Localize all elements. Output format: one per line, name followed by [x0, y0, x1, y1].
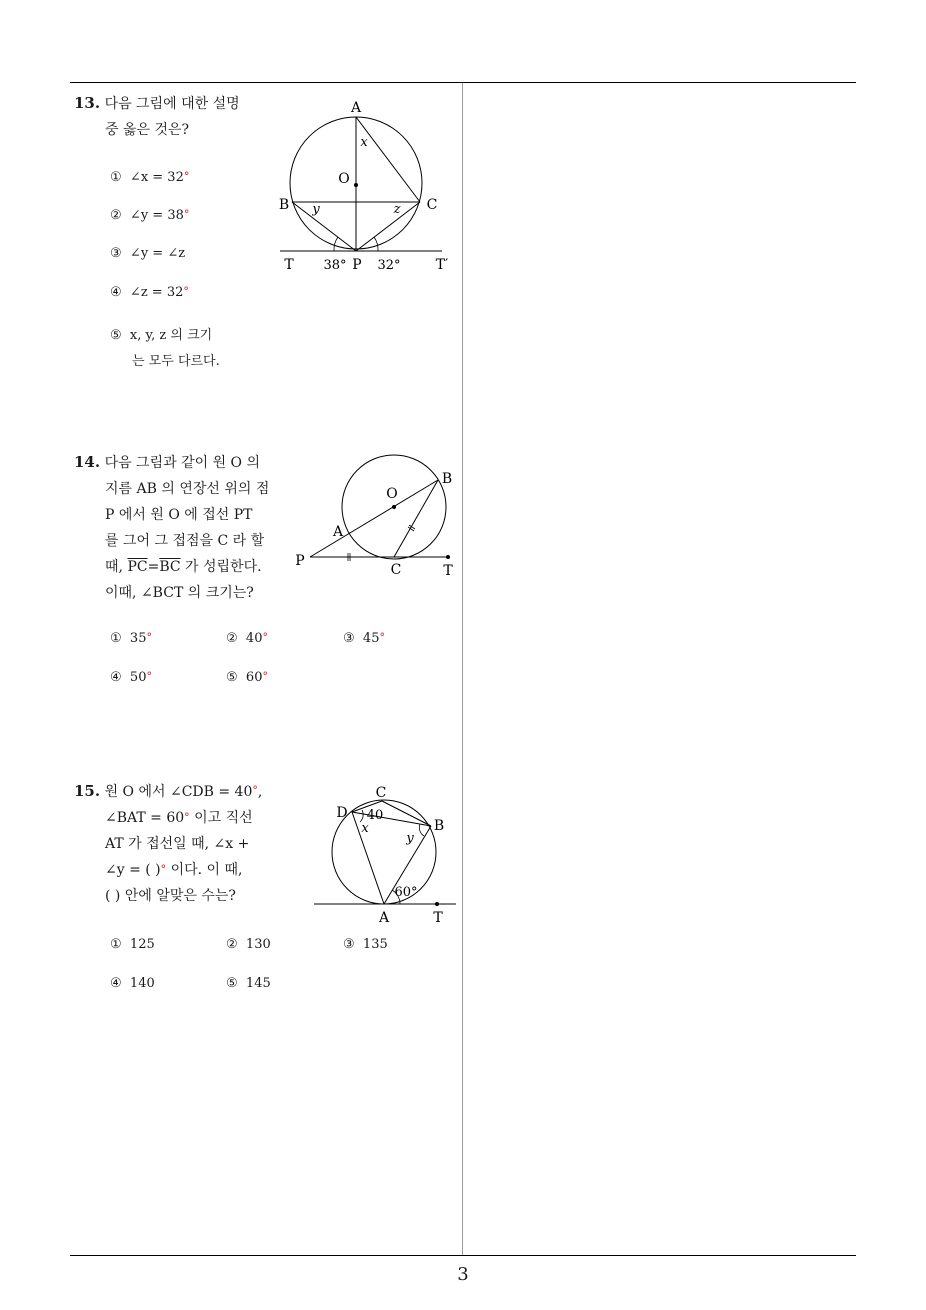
label-a: A [332, 524, 344, 540]
circle-tangent-figure-13 [272, 95, 462, 280]
answer-option-3[interactable] [343, 937, 388, 952]
stem-text: ∠BAT = 60 [105, 810, 185, 826]
label-t: T [433, 910, 443, 926]
option-mark: ① [110, 631, 122, 646]
label-p: P [295, 553, 305, 569]
option-mark: ③ [110, 246, 122, 261]
option-mark: ② [226, 937, 238, 952]
angle-arc [334, 237, 338, 251]
option-text: 35 [129, 631, 147, 646]
label-z: z [393, 202, 401, 217]
stem-text: ∠y = ( ) [105, 862, 161, 878]
circle-tangent-figure-15 [308, 782, 460, 930]
option-text: ∠y = ∠z [129, 246, 186, 261]
chord-ac [356, 117, 420, 202]
option-text: 45 [362, 631, 380, 646]
option-text: 는 모두 다르다. [132, 354, 220, 369]
question-15-stem [74, 778, 300, 909]
stem-line: AT 가 접선일 때, ∠x + [105, 836, 250, 852]
degree-sign: ° [183, 170, 190, 183]
label-b: B [433, 818, 445, 834]
degree-sign: ° [183, 285, 189, 298]
option-text: x, y, z 의 크기 [129, 328, 213, 343]
stem-text: 이고 직선 [189, 810, 253, 826]
option-text: 125 [129, 937, 155, 952]
option-mark: ① [110, 170, 122, 185]
label-a: A [350, 100, 362, 116]
label-y: y [312, 202, 320, 217]
option-mark: ⑤ [226, 670, 238, 685]
option-text: 50 [129, 670, 147, 685]
stem-line [74, 554, 280, 580]
label-x: x [360, 135, 368, 150]
stem-line: 중 옳은 것은? [105, 122, 190, 138]
stem-line: 이때, ∠BCT 의 크기는? [105, 585, 254, 601]
option-mark: ⑤ [110, 328, 122, 343]
degree-sign: ° [262, 670, 268, 683]
center-point [392, 505, 396, 509]
stem-line: 를 그어 그 접점을 C 라 할 [105, 533, 265, 549]
page-number: 3 [457, 1264, 469, 1285]
option-text: 60 [245, 670, 263, 685]
chord-cp [356, 202, 420, 251]
degree-sign: ° [146, 631, 152, 644]
point-t [435, 902, 439, 906]
circle-tangent-figure-14 [290, 452, 460, 582]
label-t-prime: T′ [435, 257, 449, 273]
stem-text: 원 O 에서 ∠CDB = 40 [104, 784, 253, 800]
column-divider [462, 83, 463, 1255]
stem-line: 다음 그림과 같이 원 O 의 [104, 455, 261, 471]
label-angle-60: 60° [394, 885, 418, 900]
option-text: 135 [362, 937, 388, 952]
option-mark: ④ [110, 976, 122, 991]
stem-text: 이다. 이 때, [166, 862, 243, 878]
segment-pc: $\overline{PC}$ [127, 559, 148, 575]
answer-option-1[interactable] [110, 170, 189, 185]
stem-line: 다음 그림에 대한 설명 [104, 96, 240, 112]
equals-sign: = [147, 559, 160, 575]
chord-bc [394, 480, 438, 557]
top-rule [70, 82, 856, 83]
option-text: 40 [245, 631, 263, 646]
stem-line: 지름 AB 의 연장선 위의 점 [105, 481, 270, 497]
answer-option-1[interactable] [110, 937, 155, 952]
label-y: y [406, 831, 414, 846]
answer-option-5[interactable] [110, 323, 220, 375]
option-mark: ④ [110, 285, 122, 300]
label-d: D [336, 805, 348, 821]
option-text: 140 [129, 976, 155, 991]
label-t: T [443, 563, 453, 579]
bottom-rule [70, 1255, 856, 1256]
option-mark: ④ [110, 670, 122, 685]
stem-line: ( ) 안에 알맞은 수는? [105, 888, 236, 904]
label-c: C [426, 197, 438, 213]
label-c: C [375, 785, 387, 801]
stem-line [74, 805, 300, 831]
option-text: 130 [245, 937, 271, 952]
option-text: ∠x = 32 [129, 170, 184, 185]
option-mark: ③ [343, 937, 355, 952]
option-mark: ② [226, 631, 238, 646]
secant-pab [310, 480, 438, 557]
angle-arc [374, 237, 378, 251]
label-p: P [352, 257, 362, 273]
label-c: C [390, 562, 402, 578]
degree-sign: ° [160, 863, 167, 876]
question-number: 15. [74, 782, 101, 800]
degree-sign: ° [146, 670, 152, 683]
stem-line [74, 857, 300, 883]
answer-option-5[interactable] [226, 976, 271, 991]
answer-option-2[interactable] [226, 937, 271, 952]
question-14-stem [74, 449, 280, 606]
stem-text: 가 성립한다. [180, 559, 262, 575]
degree-sign: ° [262, 631, 268, 644]
answer-option-3[interactable] [110, 246, 185, 261]
degree-sign: ° [379, 631, 385, 644]
answer-option-1[interactable] [110, 631, 152, 646]
option-text: 145 [245, 976, 271, 991]
stem-text: 때, [105, 559, 123, 575]
answer-option-5[interactable] [226, 670, 268, 685]
answer-option-3[interactable] [343, 631, 385, 646]
stem-line: P 에서 원 O 에 접선 PT [105, 507, 253, 523]
option-text: ∠z = 32 [129, 285, 184, 300]
label-x: x [361, 821, 369, 836]
center-point [354, 183, 358, 187]
question-number: 14. [74, 453, 101, 471]
answer-option-4[interactable] [110, 976, 155, 991]
option-text: ∠y = 38 [129, 208, 184, 223]
label-b: B [441, 471, 453, 487]
stem-text: , [257, 784, 263, 800]
option-mark: ① [110, 937, 122, 952]
degree-sign: ° [252, 784, 258, 797]
label-a: A [378, 910, 390, 926]
chord-bp [292, 202, 356, 251]
label-o: O [386, 486, 398, 502]
segment-bc: $\overline{BC}$ [159, 559, 181, 575]
point-t [446, 555, 450, 559]
question-13-stem [74, 90, 240, 143]
degree-sign: ° [183, 208, 190, 221]
label-angle-32: 32° [377, 258, 401, 273]
angle-arc [419, 824, 424, 836]
label-o: O [338, 171, 350, 187]
label-t: T [284, 257, 294, 273]
label-angle-40: 40 [366, 808, 384, 823]
answer-option-2[interactable] [110, 208, 189, 223]
label-b: B [278, 197, 290, 213]
option-mark: ③ [343, 631, 355, 646]
option-mark: ② [110, 208, 122, 223]
option-mark: ⑤ [226, 976, 238, 991]
label-angle-38: 38° [323, 258, 347, 273]
answer-option-4[interactable] [110, 670, 152, 685]
degree-sign: ° [184, 811, 190, 824]
answer-option-2[interactable] [226, 631, 268, 646]
question-number: 13. [74, 94, 101, 112]
answer-option-4[interactable] [110, 285, 189, 300]
